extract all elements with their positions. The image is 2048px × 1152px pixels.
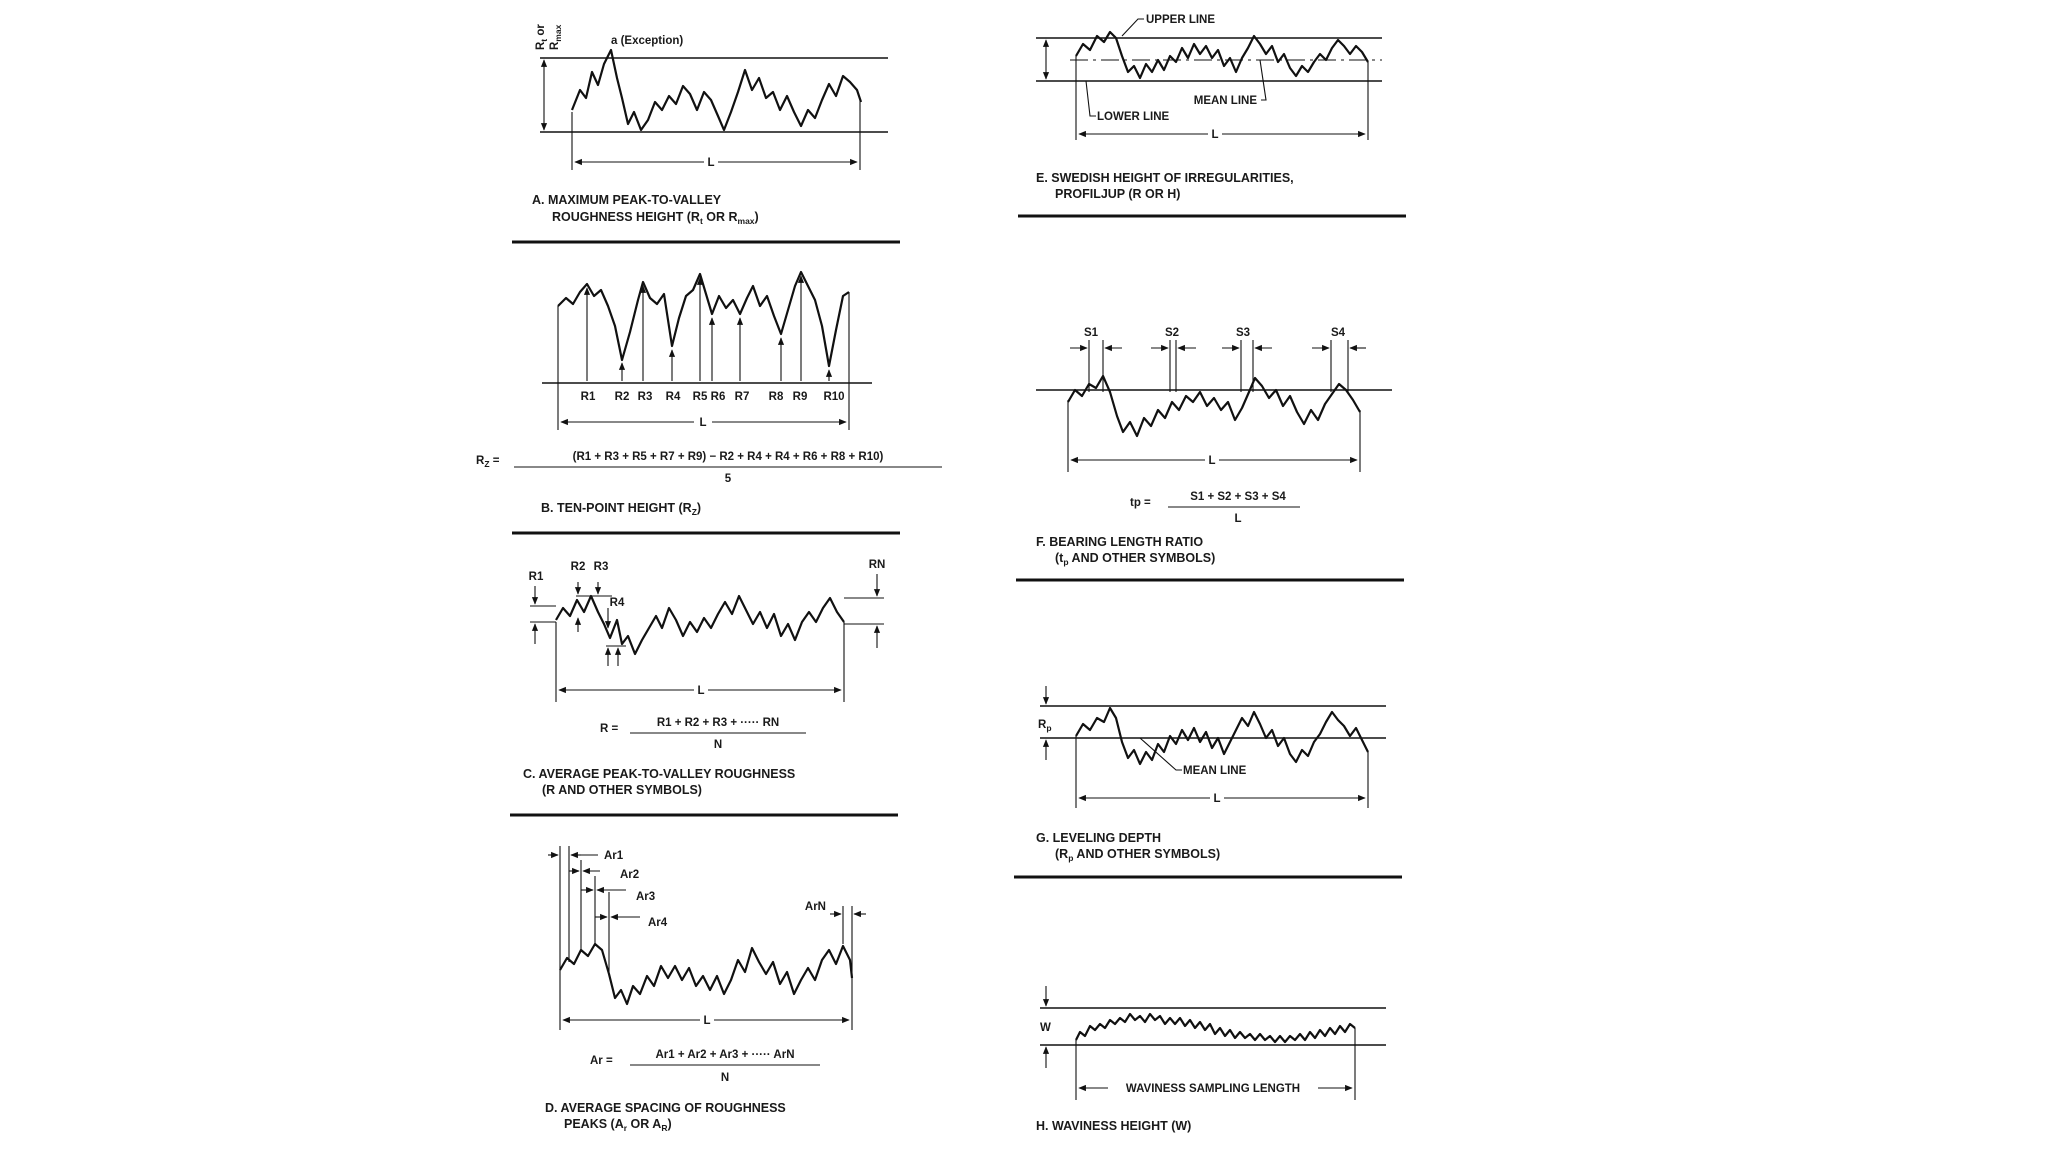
roughness-profile <box>560 944 852 1004</box>
r7-label: R7 <box>734 391 750 403</box>
s4-label: S4 <box>1330 327 1346 339</box>
formula-numerator: Ar1 + Ar2 + Ar3 + ····· ArN <box>655 1049 795 1061</box>
r6-label: R6 <box>710 391 726 403</box>
r3-label: R3 <box>637 391 653 403</box>
ar2-label: Ar2 <box>620 869 640 881</box>
mean-line-label: MEAN LINE <box>1183 765 1247 777</box>
exception-label: a (Exception) <box>611 35 684 47</box>
caption-line1: G. LEVELING DEPTH <box>1036 831 1162 845</box>
s3-label: S3 <box>1235 327 1251 339</box>
caption: H. WAVINESS HEIGHT (W) <box>1036 1119 1192 1133</box>
formula-lhs: R = <box>600 723 619 735</box>
r2-label: R2 <box>570 561 586 573</box>
length-label: L <box>699 417 707 429</box>
panel-a <box>512 24 900 242</box>
length-label: L <box>1208 455 1216 467</box>
r5-label: R5 <box>692 391 708 403</box>
caption-line2: ROUGHNESS HEIGHT ($R_t$ OR $R_{max}$) <box>552 210 759 226</box>
panel-d <box>545 846 866 1133</box>
lower-line-label: LOWER LINE <box>1097 111 1170 123</box>
formula-denominator: 5 <box>724 473 732 485</box>
ar1-label: Ar1 <box>604 850 624 862</box>
length-label: L <box>1213 793 1221 805</box>
roughness-profile <box>1068 376 1360 436</box>
formula-lhs: Ar = <box>590 1055 613 1067</box>
svg-text:Rt or <box>535 24 549 50</box>
panel-e <box>1018 14 1406 216</box>
r4-label: R4 <box>609 597 625 609</box>
r3-label: R3 <box>593 561 609 573</box>
caption-line2: ($R_p$ AND OTHER SYMBOLS) <box>1055 847 1221 863</box>
axis-rmax: R <box>549 41 561 50</box>
formula-numerator: R1 + R2 + R3 + ····· RN <box>656 717 780 729</box>
mean-line-leader <box>1260 60 1266 100</box>
svg-text:Rmax <box>549 24 563 50</box>
r8-label: R8 <box>768 391 784 403</box>
length-label: L <box>703 1015 711 1027</box>
panel-g <box>1014 686 1402 877</box>
waviness-profile <box>1076 1014 1355 1042</box>
panel-b <box>476 272 942 533</box>
roughness-profile <box>556 596 844 654</box>
roughness-profile <box>1076 708 1368 764</box>
axis-rmax-sub: max <box>553 24 563 42</box>
r2-label: R2 <box>614 391 630 403</box>
formula-denominator: N <box>713 739 723 751</box>
caption-line1: C. AVERAGE PEAK-TO-VALLEY ROUGHNESS <box>523 767 796 781</box>
caption: B. TEN-POINT HEIGHT $(R_Z)$ <box>541 501 702 517</box>
axis-r: R <box>535 41 547 50</box>
axis-r-sub: t <box>539 38 549 42</box>
ar3-label: Ar3 <box>636 891 656 903</box>
caption-line2: (R AND OTHER SYMBOLS) <box>542 783 702 797</box>
mean-line-label: MEAN LINE <box>1193 95 1257 107</box>
r1-label: R1 <box>580 391 596 403</box>
formula-denominator: L <box>1234 513 1242 525</box>
caption-line1: D. AVERAGE SPACING OF ROUGHNESS <box>545 1101 786 1115</box>
r9-label: R9 <box>792 391 808 403</box>
w-label: W <box>1040 1022 1051 1034</box>
panel-f <box>1016 327 1404 580</box>
r10-label: R10 <box>823 391 845 403</box>
arn-label: ArN <box>804 901 826 913</box>
roughness-profile <box>558 272 849 366</box>
caption-line1: A. MAXIMUM PEAK-TO-VALLEY <box>532 193 722 207</box>
caption-line1: F. BEARING LENGTH RATIO <box>1036 535 1204 549</box>
length-label: L <box>1211 129 1219 141</box>
length-label: L <box>697 685 705 697</box>
rmax-axis-label <box>535 24 563 50</box>
formula-denominator: N <box>720 1072 730 1084</box>
r1-label: R1 <box>528 571 544 583</box>
rn-label: RN <box>868 559 886 571</box>
caption-line2: ($t_p$ AND OTHER SYMBOLS) <box>1055 551 1216 567</box>
upper-line-leader <box>1122 19 1144 36</box>
panel-c <box>510 559 898 815</box>
caption-line2: PEAKS ($A_r$ OR $A_R$) <box>564 1117 672 1133</box>
formula-lhs: tp = <box>1130 497 1151 509</box>
rp-label: $R_p$ <box>1038 719 1052 733</box>
caption-line2: PROFILJUP (R OR H) <box>1055 187 1181 201</box>
s1-label: S1 <box>1083 327 1099 339</box>
upper-line-label: UPPER LINE <box>1146 14 1216 26</box>
ar4-label: Ar4 <box>648 917 668 929</box>
sampling-length-label: WAVINESS SAMPLING LENGTH <box>1125 1083 1301 1095</box>
s2-label: S2 <box>1164 327 1180 339</box>
length-label: L <box>707 157 715 169</box>
axis-or: or <box>535 24 547 39</box>
roughness-profile <box>572 50 861 130</box>
formula-lhs: $R_Z$ = <box>476 455 500 469</box>
caption-line1: E. SWEDISH HEIGHT OF IRREGULARITIES, <box>1036 171 1294 185</box>
lower-line-leader <box>1086 81 1096 116</box>
panel-h <box>1036 986 1386 1133</box>
roughness-profile <box>1076 32 1368 78</box>
r4-label: R4 <box>665 391 681 403</box>
formula-numerator: S1 + S2 + S3 + S4 <box>1190 491 1286 503</box>
formula-numerator: (R1 + R3 + R5 + R7 + R9) − R2 + R4 + R4 + R6 + R8 + R10) <box>572 451 884 463</box>
